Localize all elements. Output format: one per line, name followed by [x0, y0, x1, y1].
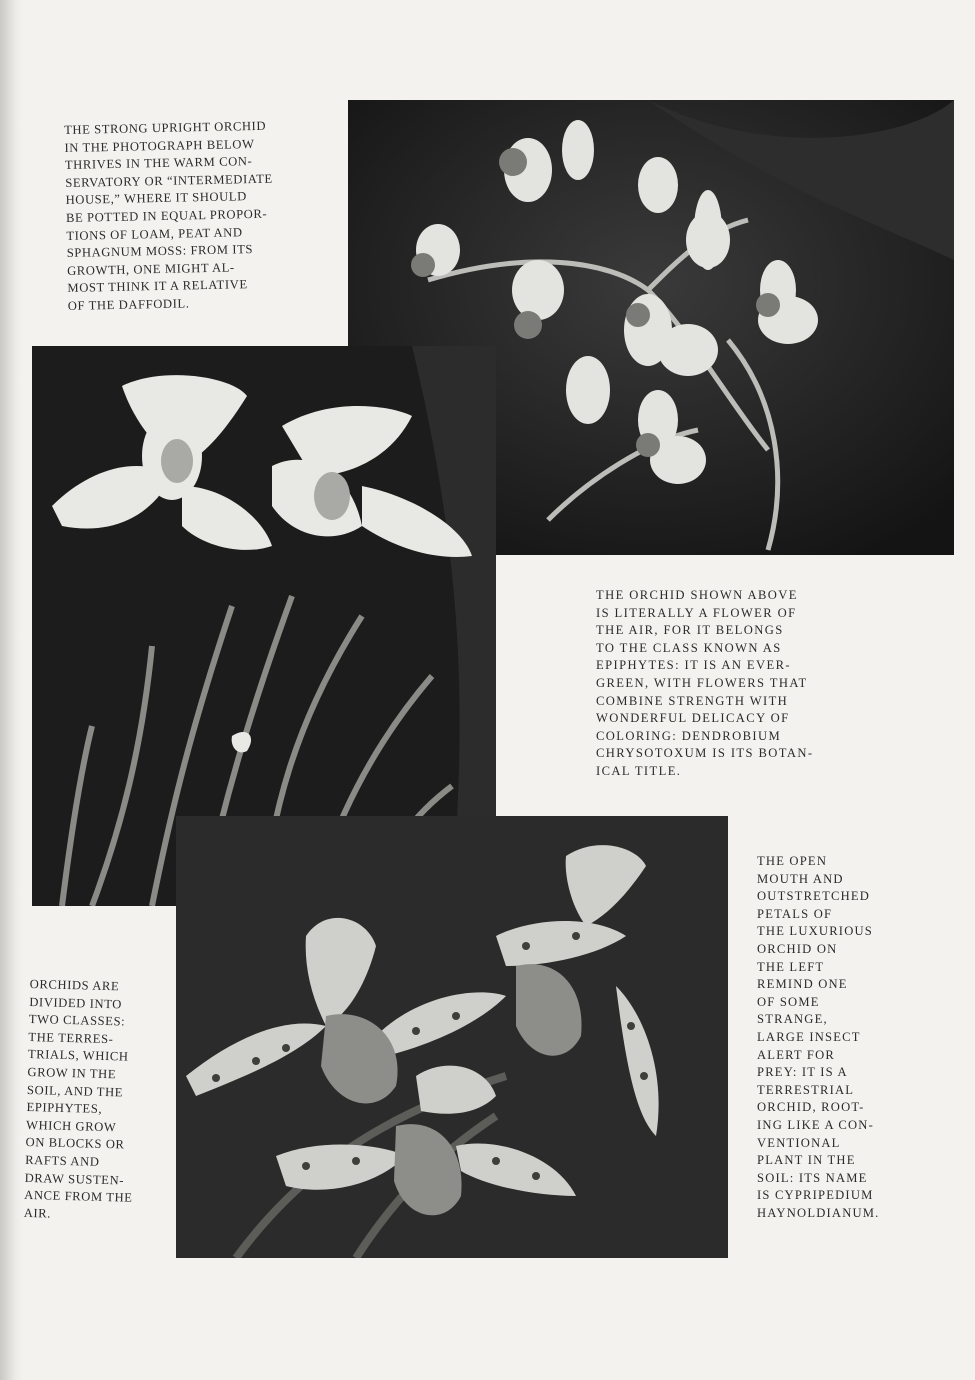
caption-top-left: THE STRONG UPRIGHT ORCHID IN THE PHOTOGRAPH BELOW THRIVES IN THE WARM CON- SERVATORY OR “INTERMEDIATE HOUSE,” WHERE IT SHOULD BE POTTED IN EQUAL PROPOR- TIONS OF LOAM, PEAT AND SPHAGNUM MOSS: FROM ITS GROWTH, ONE MIGHT AL- MOST THINK IT A RELATIVE OF THE DAFFODIL. — [64, 118, 273, 313]
caption-bottom-right: THE OPEN MOUTH AND OUTSTRETCHED PETALS OF THE LUXURIOUS ORCHID ON THE LEFT REMIND ONE OF SOME STRANGE, LARGE INSECT ALERT FOR PREY: IT IS A TERRESTRIAL ORCHID, ROOT- ING LIKE A CON- VENTIONAL PLANT IN THE SOIL: ITS NAME IS CYPRIPEDIUM HAYNOLDIANUM. — [757, 854, 880, 1220]
caption-middle-right: THE ORCHID SHOWN ABOVE IS LITERALLY A FLOWER OF THE AIR, FOR IT BELONGS TO THE CLASS KNOWN AS EPIPHYTES: IT IS AN EVER- GREEN, WITH FLOWERS THAT COMBINE STRENGTH WITH WONDERFUL DELICACY OF COLORING: DENDROBIUM CHRYSOTOXUM IS ITS BOTAN- ICAL TITLE. — [596, 588, 814, 778]
photo-cypripedium-orchid — [176, 816, 728, 1258]
caption-bottom-left: ORCHIDS ARE DIVIDED INTO TWO CLASSES: THE TERRES- TRIALS, WHICH GROW IN THE SOIL, AND THE EPIPHYTES, WHICH GROW ON BLOCKS OR RAFTS AND DRAW SUSTEN- ANCE FROM THE AIR. — [23, 976, 133, 1221]
page-binding-shadow — [0, 0, 22, 1380]
